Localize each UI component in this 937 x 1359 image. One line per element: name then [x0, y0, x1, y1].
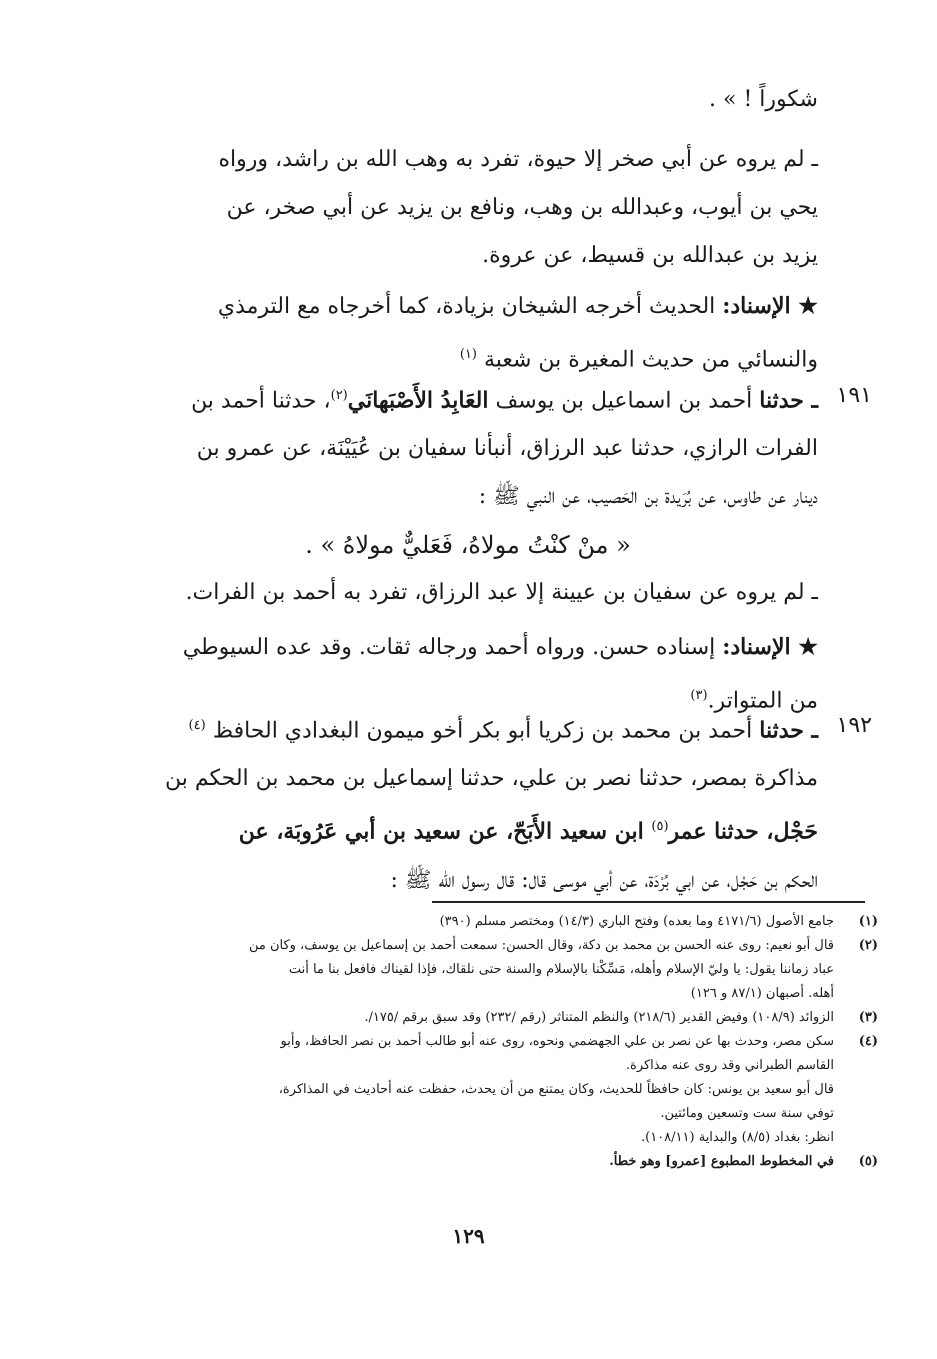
hadith-chain: الفرات الرازي، حدثنا عبد الرزاق، أنبأنا سفيان بن عُيَيْنَة، عن عمرو بن — [196, 436, 818, 462]
footnote-line: توفي سنة ست وتسعين ومائتين. — [660, 1106, 834, 1121]
footnotes — [118, 910, 878, 1174]
hadith-192 — [118, 702, 818, 905]
isnad-label: ★ الإسناد: — [722, 634, 818, 661]
hadith-chain: الحكم بن حَجْل، عن ابي بُرْدَة، عن أبي موسى قال: قال رسول الله ﷺ : — [390, 867, 818, 893]
footnote-ref: (٣) — [690, 688, 708, 704]
hadith-matn: « منْ كنْتُ مولاهُ، فَعَليٌّ مولاهُ » . — [305, 531, 631, 560]
footnote-separator — [432, 901, 865, 903]
hadith-chain: مذاكرة بمصر، حدثنا نصر بن علي، حدثنا إسماعيل بن محمد بن الحكم بن — [164, 766, 818, 792]
note-line: ـ لم يروه عن أبي صخر إلا حيوة، تفرد به وهب الله بن راشد، ورواه — [218, 147, 818, 172]
footnote-line: انظر: بغداد (٨/٥) والبداية (١٠٨/١١). — [641, 1130, 834, 1145]
footnote-line: جامع الأصول (٤١٧١/٦ وما بعده) وفتح الباري (١٤/٣) ومختصر مسلم (٣٩٠) — [439, 914, 834, 929]
footnote-line: في المخطوط المطبوع [عمرو] وهو خطأ. — [609, 1154, 834, 1169]
isnad-text-line2: والنسائي من حديث المغيرة بن شعبة — [483, 347, 818, 373]
footnote-line: أهله. أصبهان (٨٧/١ و ١٢٦) — [690, 986, 834, 1001]
hadith-chain: ابن سعيد الأَبَحّ، عن سعيد بن أبي عَرُوبَة، عن — [238, 818, 652, 845]
footnote-number: (١) — [858, 914, 878, 929]
narrator-name: العَابِدُ الأَصْبَهانَي — [347, 387, 489, 414]
footnote-line: عباد زماننا يقول: يا وليّ الإسلام وأهله، مَسِّكْنا بالإسلام والسنة حتى نلقاك، فإذا لقيناك فافعل بنا ما أنت — [288, 962, 834, 977]
footnote-line: القاسم الطبراني وقد روى عنه مذاكرة. — [625, 1058, 834, 1073]
hadith-chain: دينار عن طاوس، عن بُرَيدة بن الحَصيب، عن النبي ﷺ : — [478, 484, 818, 510]
note-line: يزيد بن عبدالله بن قسيط، عن عروة. — [482, 243, 818, 268]
footnote-number: (٤) — [858, 1034, 878, 1049]
note-block-1 — [118, 136, 818, 280]
footnote-item — [118, 934, 878, 1006]
footnote-line: سكن مصر، وحدث بها عن نصر بن علي الجهضمي ونحوه، روى عنه أبو طالب أحمد بن نصر الحافظ، وأبو — [280, 1034, 834, 1049]
footnote-item — [118, 910, 878, 934]
hadith-lead: ـ حدثنا — [759, 387, 818, 414]
isnad-block-1 — [118, 282, 818, 384]
hadith-chain: أحمد بن محمد بن زكريا أبو بكر أخو ميمون البغدادي الحافظ — [212, 718, 753, 744]
footnote-ref: (٥) — [651, 819, 669, 835]
top-fragment-text: شكوراً ! » . — [709, 87, 818, 112]
footnote-line: قال أبو سعيد بن يونس: كان حافظاً للحديث، وكان يمتنع من أن يحدث، حفظت عنه أحاديث في المذاكرة، — [278, 1082, 834, 1097]
isnad-text: إسناده حسن. ورواه أحمد ورجاله ثقات. وقد عده السيوطي — [182, 635, 716, 661]
footnote-item — [118, 1030, 878, 1150]
hadith-191 — [118, 372, 818, 726]
note-line: يحي بن أيوب، وعبدالله بن وهب، ونافع بن يزيد عن أبي صخر، عن — [226, 195, 818, 220]
footnote-ref: (٢) — [330, 388, 348, 403]
footnote-number: (٣) — [858, 1010, 878, 1025]
hadith-chain: أحمد بن اسماعيل بن يوسف — [495, 388, 753, 414]
footnote-number: (٥) — [858, 1154, 878, 1169]
footnote-line: قال أبو نعيم: روى عنه الحسن بن محمد بن دكة، وقال الحسن: سمعت أحمد بن إسماعيل بن يوسف، وكان من — [248, 938, 834, 953]
isnad-label: ★ الإسناد: — [722, 293, 818, 319]
isnad-text: الحديث أخرجه الشيخان بزيادة، كما أخرجاه مع الترمذي — [217, 294, 716, 319]
top-fragment — [118, 76, 818, 124]
hadith-lead: ـ حدثنا — [759, 717, 818, 744]
footnote-item — [118, 1006, 878, 1030]
page-number: ١٢٩ — [452, 1224, 485, 1248]
hadith-note: ـ لم يروه عن سفيان بن عيينة إلا عبد الرزاق، تفرد به أحمد بن الفرات. — [185, 580, 818, 606]
hadith-chain: حَجْل، حدثنا عمر — [668, 818, 818, 845]
footnote-ref: (٤) — [188, 718, 206, 733]
isnad-text-line2: من المتواتر. — [707, 688, 818, 714]
hadith-number-191: ١٩١ — [836, 383, 872, 408]
footnote-number: (٢) — [858, 938, 878, 953]
hadith-number-192: ١٩٢ — [836, 713, 872, 738]
hadith-chain: ، حدثنا أحمد بن — [191, 388, 331, 414]
footnote-line: الزوائد (١٠٨/٩) وفيض القدير (٢١٨/٦) والنظم المتناثر (رقم /٢٣٢) وقد سبق برقم /١٧٥/. — [364, 1010, 834, 1025]
footnote-item — [118, 1150, 878, 1174]
footnote-ref: (١) — [459, 347, 477, 362]
